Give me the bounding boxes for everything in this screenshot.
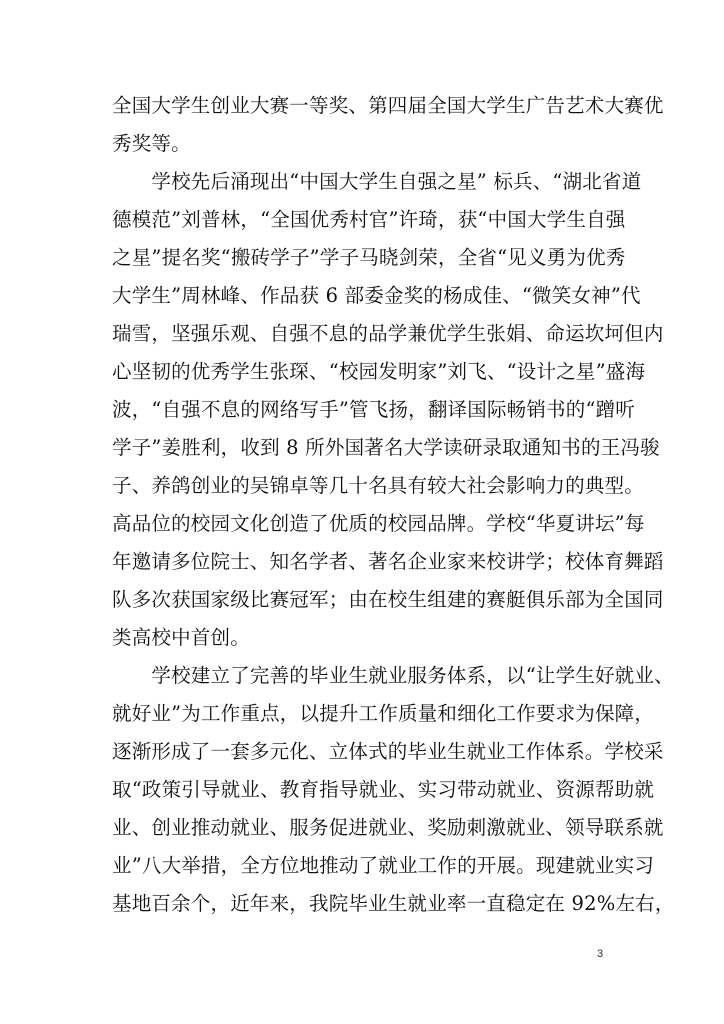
text-line: 逐渐形成了一套多元化、立体式的毕业生就业工作体系。学校采	[112, 740, 664, 763]
text-line: 就好业”为工作重点，以提升工作质量和细化工作要求为保障，	[112, 702, 655, 725]
text-line: 基地百余个，近年来，我院毕业生就业率一直稳定在 92%左右，	[112, 892, 675, 915]
text-line: 秀奖等。	[112, 132, 191, 155]
text-line: 业”八大举措，全方位地推动了就业工作的开展。现建就业实习	[112, 854, 655, 877]
text-line: 队多次获国家级比赛冠军；由在校生组建的赛艇俱乐部为全国同	[112, 588, 664, 611]
page-number: 3	[597, 948, 604, 960]
text-line: 大学生”周林峰、作品获 6 部委金奖的杨成佳、“微笑女神”代	[112, 284, 641, 307]
text-line: 之星”提名奖“搬砖学子”学子马晓剑荣，全省“见义勇为优秀	[112, 246, 626, 269]
text-line: 类高校中首创。	[112, 626, 250, 649]
text-line: 业、创业推动就业、服务促进就业、奖励刺激就业、领导联系就	[112, 816, 664, 839]
text-line: 年邀请多位院士、知名学者、著名企业家来校讲学；校体育舞蹈	[112, 550, 664, 573]
text-line: 学校建立了完善的毕业生就业服务体系，以“让学生好就业、	[112, 664, 674, 687]
text-line: 全国大学生创业大赛一等奖、第四届全国大学生广告艺术大赛优	[112, 94, 664, 117]
text-line: 取“政策引导就业、教育指导就业、实习带动就业、资源帮助就	[112, 778, 655, 801]
text-line: 德模范”刘普林，“全国优秀村官”许琦，获“中国大学生自强	[112, 208, 626, 231]
text-line: 波，“自强不息的网络写手”管飞扬，翻译国际畅销书的“蹭听	[112, 398, 636, 421]
text-line: 学子”姜胜利，收到 8 所外国著名大学读研录取通知书的王冯骏	[112, 436, 660, 459]
text-line: 学校先后涌现出“中国大学生自强之星” 标兵、“湖北省道	[112, 170, 642, 193]
text-line: 子、养鸽创业的吴锦卓等几十名具有较大社会影响力的典型。	[112, 474, 644, 497]
text-line: 瑞雪，坚强乐观、自强不息的品学兼优学生张娟、命运坎坷但内	[112, 322, 664, 345]
text-line: 高品位的校园文化创造了优质的校园品牌。学校“华夏讲坛”每	[112, 512, 645, 535]
text-line: 心坚韧的优秀学生张琛、“校园发明家”刘飞、“设计之星”盛海	[112, 360, 646, 383]
